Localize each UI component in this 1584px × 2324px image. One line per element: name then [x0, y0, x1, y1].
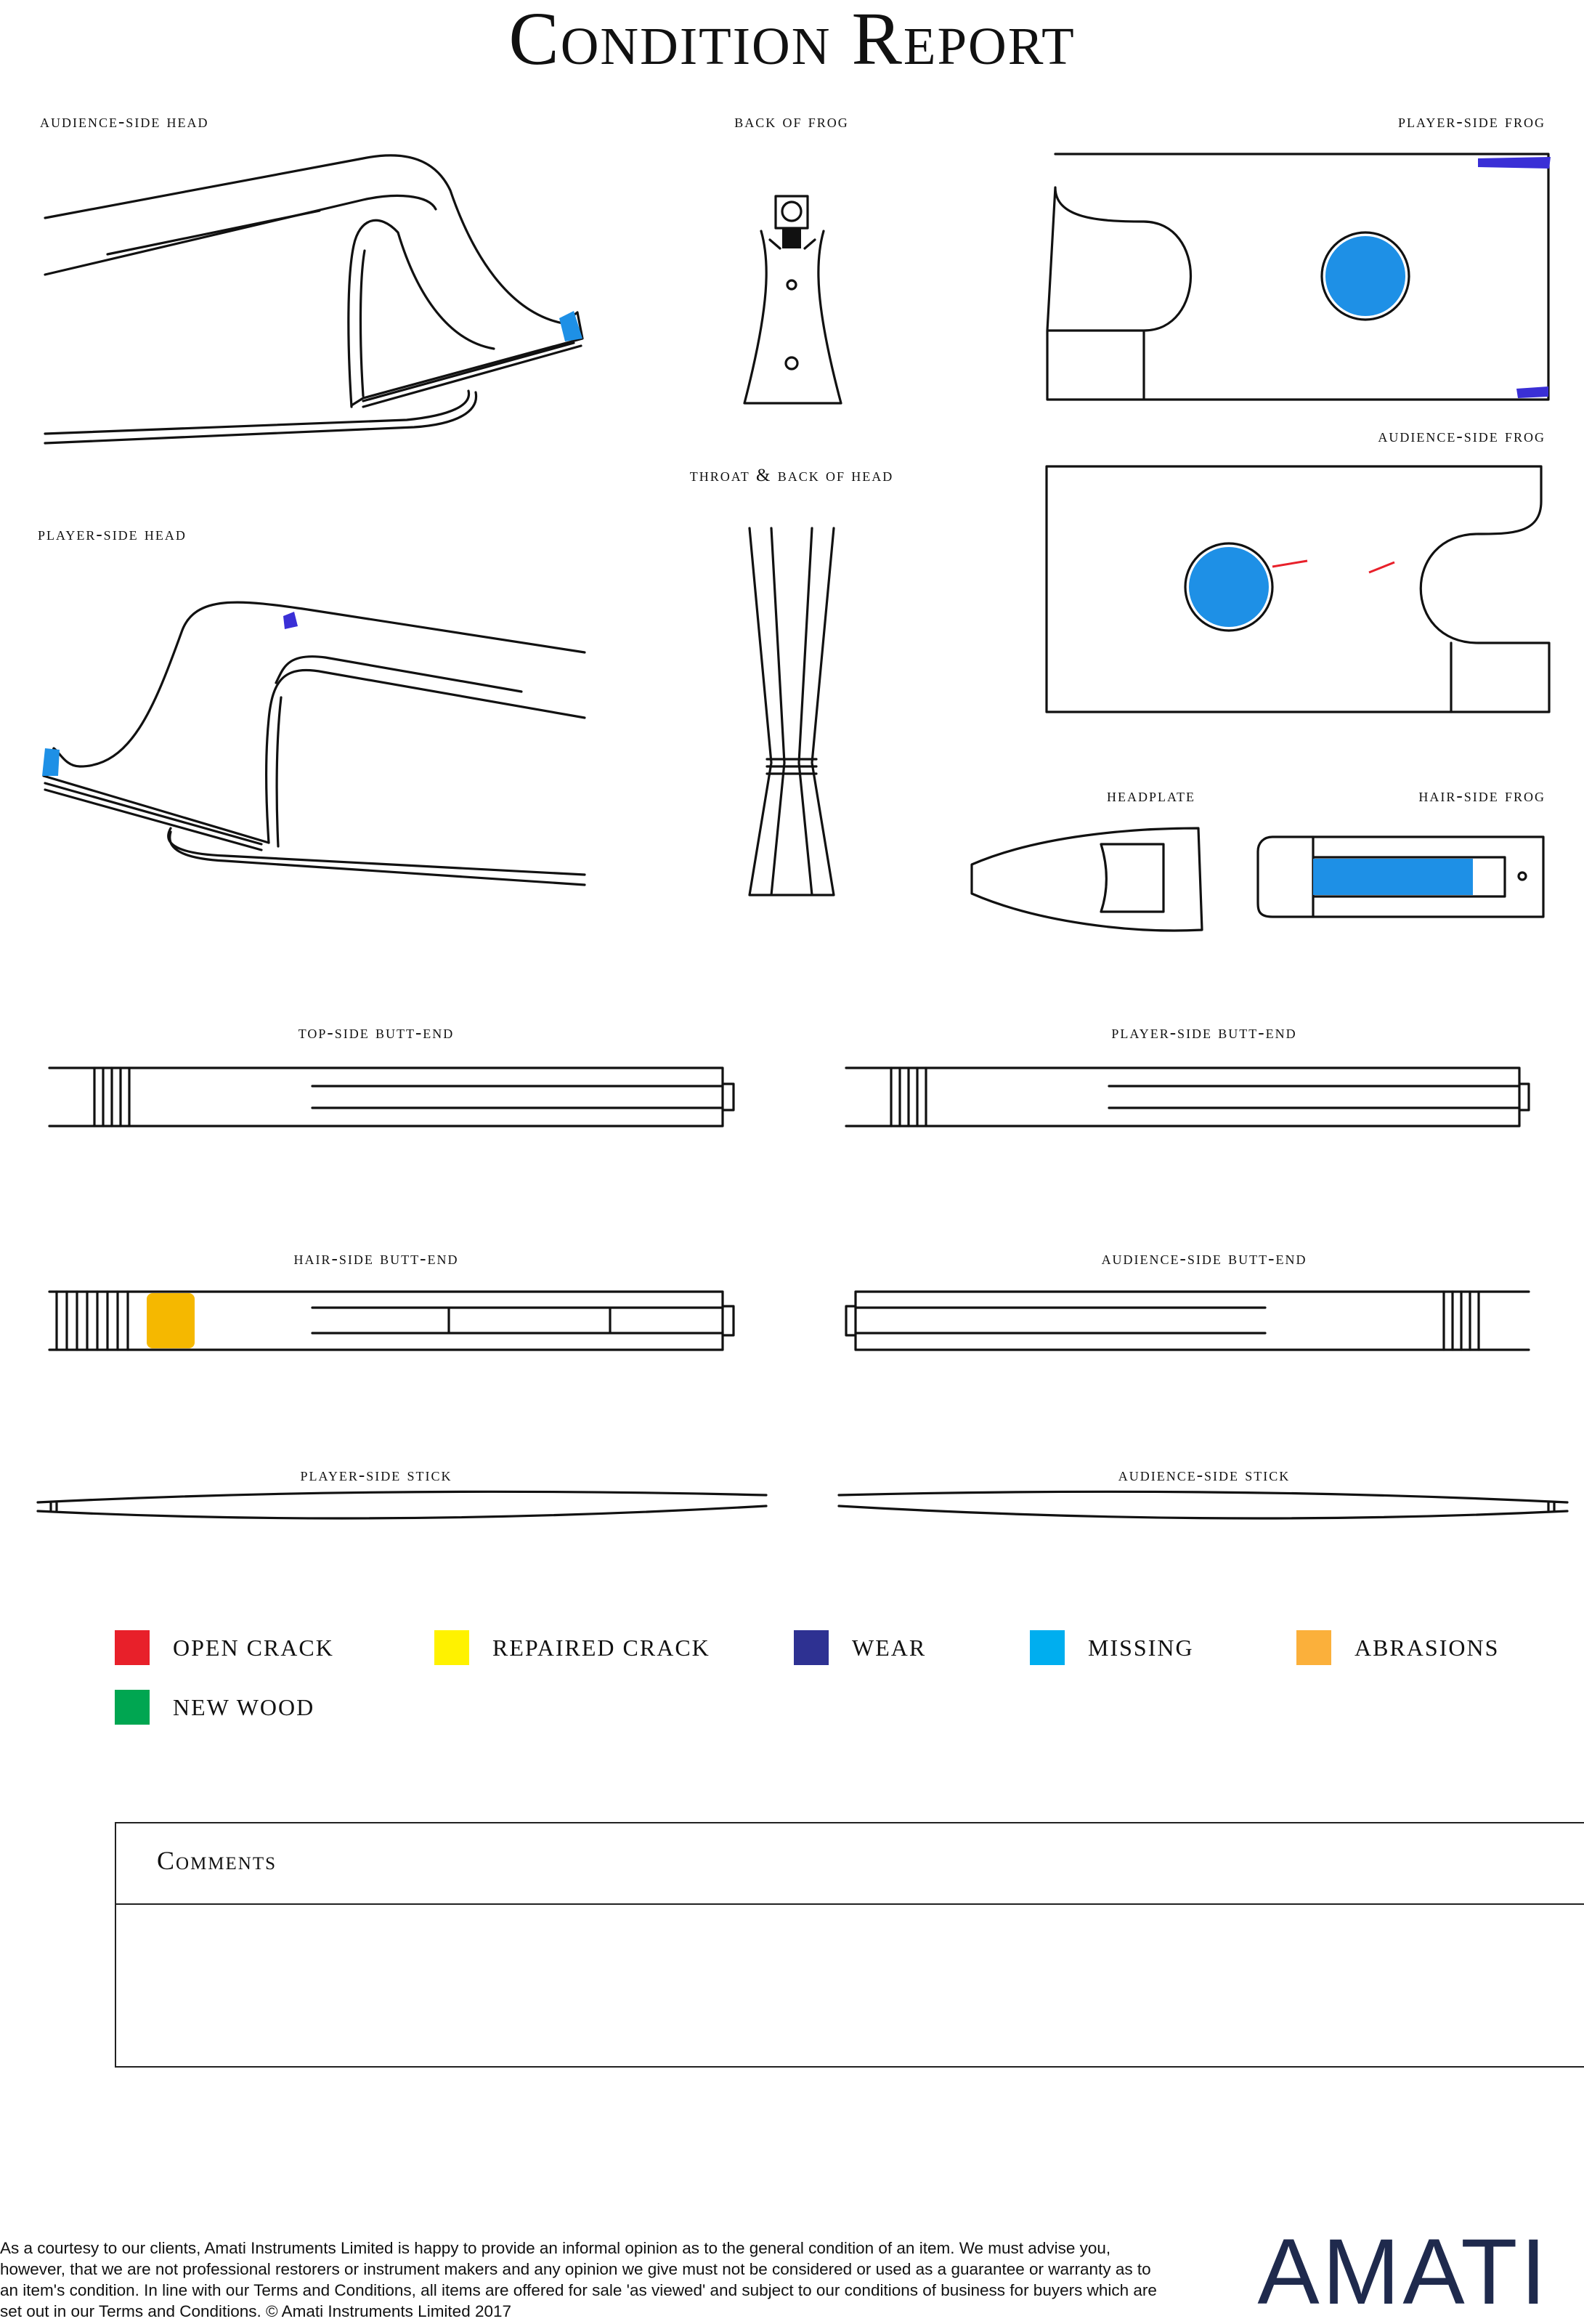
player-side-stick-diagram: [38, 1491, 766, 1518]
hair-side-butt-end-diagram: [49, 1292, 734, 1350]
label-hair-side-butt-end: hair-side butt-end: [293, 1249, 459, 1268]
page-title: Condition Report: [508, 0, 1076, 81]
comments-heading: Comments: [116, 1823, 1584, 1905]
wear-mark: [1516, 386, 1548, 398]
hair-side-frog-diagram: [1258, 837, 1543, 917]
comments-field[interactable]: [116, 1905, 1584, 2065]
legend-repaired-crack: [434, 1630, 710, 1665]
legend-swatch: [794, 1630, 829, 1665]
open-crack-mark: [1369, 562, 1394, 572]
audience-side-stick-diagram: [839, 1491, 1567, 1518]
open-crack-mark: [1272, 561, 1307, 567]
headplate-diagram: [972, 828, 1202, 931]
label-top-side-butt-end: top-side butt-end: [298, 1023, 455, 1042]
label-player-side-frog: player-side frog: [1398, 112, 1546, 131]
amati-logo: AMATI: [1257, 2220, 1549, 2324]
legend-swatch: [1296, 1630, 1331, 1665]
abrasion-mark: [147, 1293, 195, 1348]
back-of-frog-diagram: [744, 196, 841, 403]
legend-wear: [794, 1630, 926, 1665]
player-side-frog-diagram: [1047, 154, 1551, 400]
missing-mark: [1189, 547, 1269, 627]
legend-label: OPEN CRACK: [173, 1634, 334, 1661]
legend-new-wood: [115, 1690, 314, 1725]
audience-side-butt-end-diagram: [846, 1292, 1529, 1350]
label-audience-side-head: audience-side head: [40, 112, 209, 131]
missing-mark: [1325, 236, 1405, 316]
legend-swatch: [115, 1690, 150, 1725]
legend-swatch: [434, 1630, 469, 1665]
label-player-side-stick: player-side stick: [300, 1465, 452, 1485]
player-side-butt-end-diagram: [846, 1068, 1529, 1126]
legend-label: ABRASIONS: [1354, 1634, 1500, 1661]
label-hair-side-frog: hair-side frog: [1418, 786, 1546, 806]
legend-missing: [1030, 1630, 1194, 1665]
label-audience-side-stick: audience-side stick: [1118, 1465, 1291, 1485]
label-throat-back-of-head: throat & back of head: [689, 466, 894, 485]
wear-mark: [1478, 157, 1551, 169]
legend-abrasions: [1296, 1630, 1499, 1665]
label-player-side-butt-end: player-side butt-end: [1111, 1023, 1297, 1042]
label-player-side-head: player-side head: [38, 525, 187, 544]
top-side-butt-end-diagram: [49, 1068, 734, 1126]
disclaimer-text: As a courtesy to our clients, Amati Instruments Limited is happy to provide an informal opinion as to the general condition of an item. We must advise you, however, that we are not professional restorers or instrument makers and any opinion we give must not be considered or used as a guarantee or warranty as to an item's condition. In line with our Terms and Conditions, all items are offered for sale 'as viewed' and subject to our conditions of business for buyers which are set out in our Terms and Conditions. © Amati Instruments Limited 2017: [0, 2239, 1157, 2320]
comments-box: [115, 1822, 1584, 2068]
legend-open-crack: [115, 1630, 334, 1665]
legend-label: REPAIRED CRACK: [492, 1634, 710, 1661]
missing-mark: [1313, 859, 1473, 895]
throat-back-of-head-diagram: [750, 528, 834, 895]
legend-swatch: [115, 1630, 150, 1665]
label-audience-side-butt-end: audience-side butt-end: [1101, 1249, 1307, 1268]
legend-label: NEW WOOD: [173, 1693, 315, 1720]
audience-side-head-diagram: [45, 155, 582, 443]
label-headplate: headplate: [1107, 786, 1195, 806]
legend-label: WEAR: [852, 1634, 927, 1661]
audience-side-frog-diagram: [1047, 466, 1549, 712]
player-side-head-diagram: [42, 602, 585, 885]
missing-mark: [42, 748, 60, 776]
wear-mark: [283, 612, 298, 629]
legend-label: MISSING: [1088, 1634, 1194, 1661]
legend-swatch: [1030, 1630, 1065, 1665]
label-audience-side-frog: audience-side frog: [1378, 426, 1546, 446]
label-back-of-frog: back of frog: [734, 112, 849, 131]
